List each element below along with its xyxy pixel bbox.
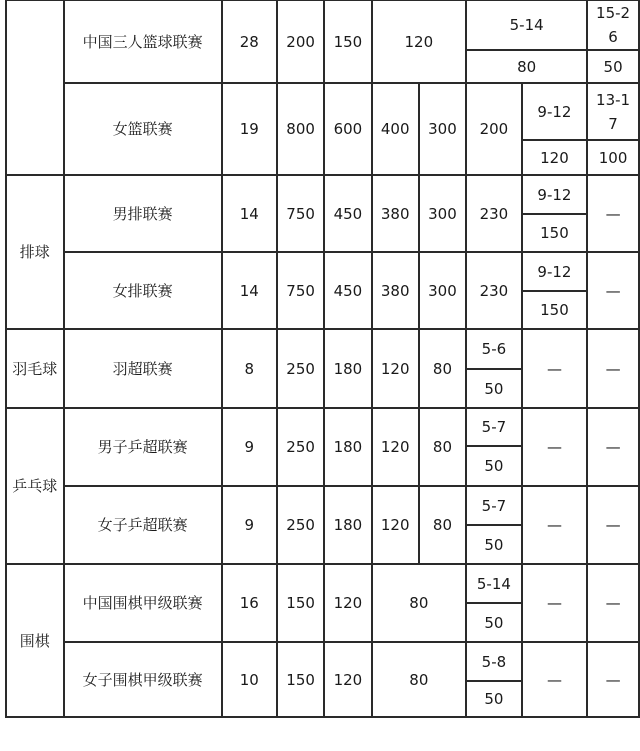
reward-4th-cell: 300 xyxy=(419,252,466,329)
reward-3rd-cell: 380 xyxy=(372,175,419,252)
reward-1st-cell: 250 xyxy=(277,329,324,408)
teams-cell: 14 xyxy=(222,252,277,329)
teams-cell: 9 xyxy=(222,408,277,486)
reward-5th-cell: 230 xyxy=(466,175,522,252)
dash-cell: — xyxy=(587,486,639,564)
reward-1st-cell: 750 xyxy=(277,175,324,252)
sport-cell-basketball xyxy=(6,0,64,175)
league-name-cell: 男子乒超联赛 xyxy=(64,408,222,486)
reward-value-cell: 50 xyxy=(587,50,639,83)
sport-cell-volleyball: 排球 xyxy=(6,175,64,329)
dash-cell: — xyxy=(587,175,639,252)
rank-range-cell: 5-7 xyxy=(466,486,522,525)
dash-cell: — xyxy=(587,408,639,486)
dash-cell: — xyxy=(587,329,639,408)
rank-range-cell: 5-7 xyxy=(466,408,522,446)
table-row xyxy=(6,408,639,446)
reward-value-cell: 50 xyxy=(466,446,522,486)
reward-value-cell: 50 xyxy=(466,681,522,717)
teams-cell: 8 xyxy=(222,329,277,408)
rank-range-cell: 5-8 xyxy=(466,642,522,681)
table-row xyxy=(6,0,639,50)
reward-3rd-4th-cell: 80 xyxy=(372,564,467,642)
reward-2nd-cell: 120 xyxy=(324,564,371,642)
league-name-cell: 女子乒超联赛 xyxy=(64,486,222,564)
reward-value-cell: 100 xyxy=(587,140,639,175)
rank-range-cell: 5-14 xyxy=(466,564,522,603)
reward-2nd-cell: 600 xyxy=(324,83,371,175)
reward-value-cell: 150 xyxy=(522,291,587,329)
dash-cell: — xyxy=(522,564,587,642)
reward-4th-cell: 80 xyxy=(419,408,466,486)
league-name-cell: 羽超联赛 xyxy=(64,329,222,408)
league-name-cell: 中国三人篮球联赛 xyxy=(64,0,222,83)
reward-table xyxy=(5,0,640,718)
reward-5th-cell: 200 xyxy=(466,83,522,175)
reward-3rd-4th-cell: 80 xyxy=(372,642,467,717)
table-row xyxy=(6,252,639,291)
dash-cell: — xyxy=(522,486,587,564)
reward-value-cell: 50 xyxy=(466,603,522,642)
reward-4th-cell: 80 xyxy=(419,329,466,408)
reward-2nd-cell: 450 xyxy=(324,252,371,329)
rank-range-cell: 9-12 xyxy=(522,175,587,214)
reward-3rd-cell: 120 xyxy=(372,486,419,564)
reward-2nd-cell: 120 xyxy=(324,642,371,717)
sport-cell-table-tennis: 乒乓球 xyxy=(6,408,64,564)
reward-value-cell: 50 xyxy=(466,369,522,408)
rank-range-cell xyxy=(587,0,639,50)
reward-4th-cell: 80 xyxy=(419,486,466,564)
rank-range-text: 13-17 xyxy=(596,90,631,133)
dash-cell: — xyxy=(522,329,587,408)
rank-range-text: 15-26 xyxy=(596,4,631,46)
dash-cell: — xyxy=(587,642,639,717)
reward-1st-cell: 800 xyxy=(277,83,324,175)
teams-cell: 19 xyxy=(222,83,277,175)
reward-4th-cell: 300 xyxy=(419,83,466,175)
rank-range-cell: 5-6 xyxy=(466,329,522,369)
reward-1st-cell: 150 xyxy=(277,564,324,642)
dash-cell: — xyxy=(522,642,587,717)
reward-2nd-cell: 450 xyxy=(324,175,371,252)
reward-3rd-cell: 120 xyxy=(372,408,419,486)
reward-2nd-cell: 180 xyxy=(324,329,371,408)
league-name-cell: 中国围棋甲级联赛 xyxy=(64,564,222,642)
table-row xyxy=(6,175,639,214)
reward-2nd-cell: 150 xyxy=(324,0,371,83)
reward-3rd-cell: 380 xyxy=(372,252,419,329)
reward-3rd-4th-cell: 120 xyxy=(372,0,467,83)
sport-cell-badminton: 羽毛球 xyxy=(6,329,64,408)
table-row xyxy=(6,564,639,603)
reward-value-cell: 80 xyxy=(466,50,587,83)
dash-cell: — xyxy=(522,408,587,486)
teams-cell: 14 xyxy=(222,175,277,252)
teams-cell: 9 xyxy=(222,486,277,564)
reward-5th-cell: 230 xyxy=(466,252,522,329)
reward-3rd-cell: 400 xyxy=(372,83,419,175)
reward-1st-cell: 750 xyxy=(277,252,324,329)
league-name-cell: 女子围棋甲级联赛 xyxy=(64,642,222,717)
reward-2nd-cell: 180 xyxy=(324,486,371,564)
reward-1st-cell: 200 xyxy=(277,0,324,83)
reward-value-cell: 150 xyxy=(522,214,587,252)
league-name-cell: 女排联赛 xyxy=(64,252,222,329)
reward-2nd-cell: 180 xyxy=(324,408,371,486)
reward-1st-cell: 150 xyxy=(277,642,324,717)
dash-cell: — xyxy=(587,564,639,642)
rank-range-cell: 9-12 xyxy=(522,252,587,291)
league-name-cell: 男排联赛 xyxy=(64,175,222,252)
reward-1st-cell: 250 xyxy=(277,408,324,486)
dash-cell: — xyxy=(587,252,639,329)
reward-value-cell: 120 xyxy=(522,140,587,175)
rank-range-cell xyxy=(587,83,639,140)
table-row xyxy=(6,486,639,525)
teams-cell: 16 xyxy=(222,564,277,642)
league-name-cell: 女篮联赛 xyxy=(64,83,222,175)
sport-cell-go: 围棋 xyxy=(6,564,64,717)
table-row xyxy=(6,642,639,681)
rank-range-cell: 9-12 xyxy=(522,83,587,140)
reward-4th-cell: 300 xyxy=(419,175,466,252)
reward-value-cell: 50 xyxy=(466,525,522,564)
rank-range-cell: 5-14 xyxy=(466,0,587,50)
reward-1st-cell: 250 xyxy=(277,486,324,564)
table-row xyxy=(6,329,639,369)
reward-3rd-cell: 120 xyxy=(372,329,419,408)
teams-cell: 10 xyxy=(222,642,277,717)
table-row xyxy=(6,83,639,140)
teams-cell: 28 xyxy=(222,0,277,83)
